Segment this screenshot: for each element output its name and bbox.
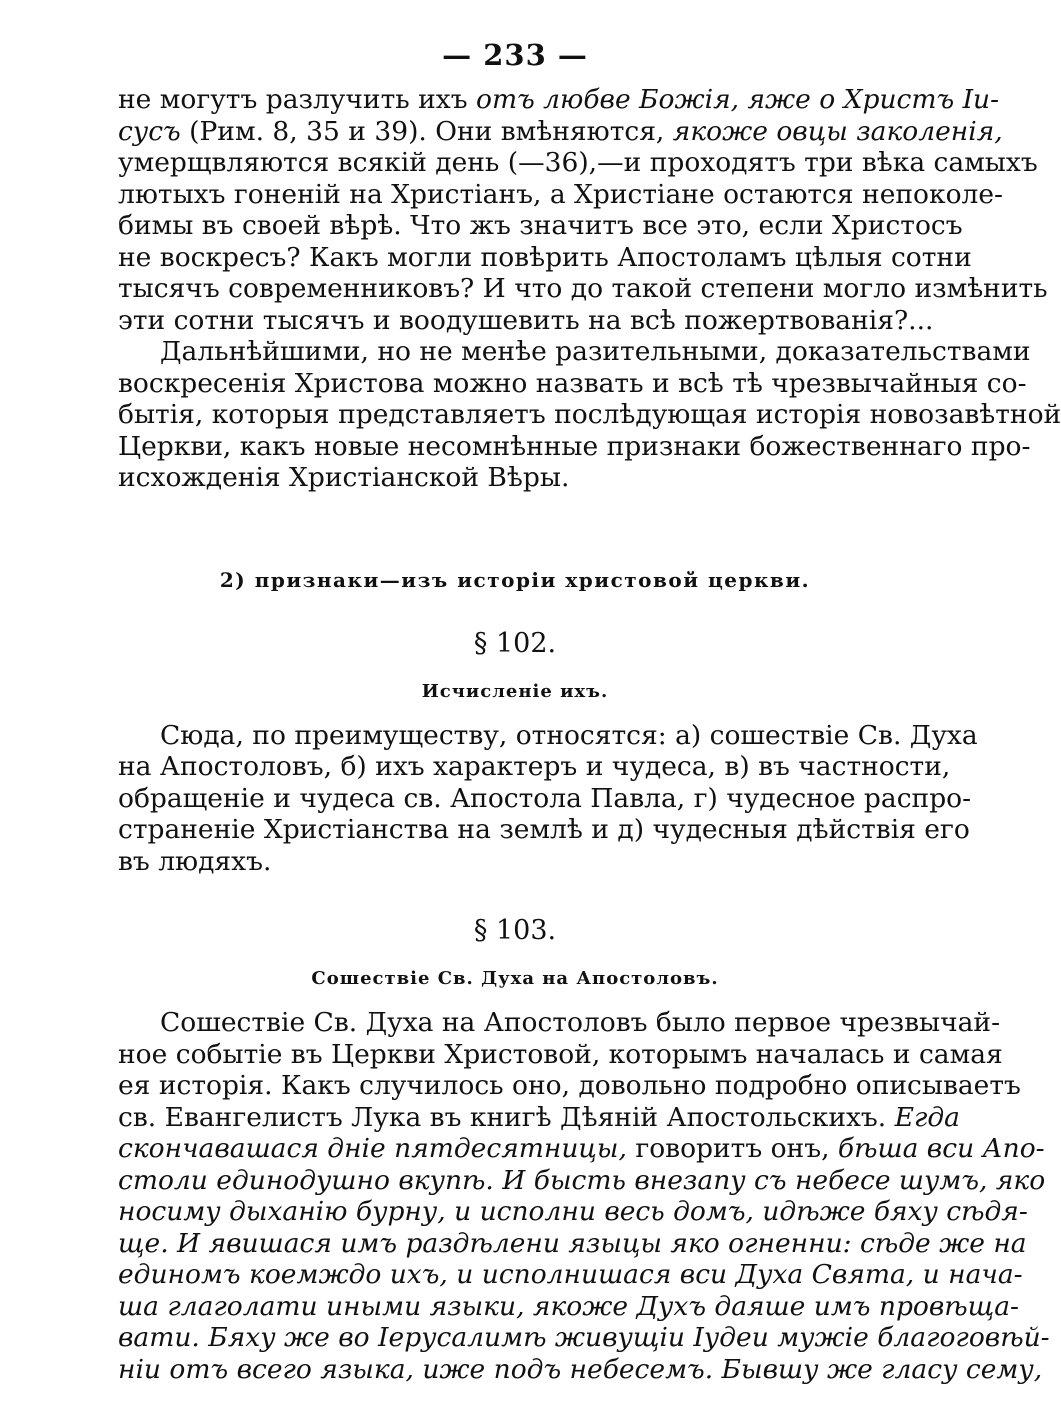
text-run: бытія, которыя представляетъ послѣдующая исторія новозавѣтной <box>118 399 1061 430</box>
text-run: Сюда, по преимуществу, относятся: а) сошествіе Св. Духа <box>160 719 978 751</box>
italic-text: бѣша вси Апо- <box>837 1133 1045 1164</box>
text-run: исхожденія Христіанской Вѣры. <box>118 462 570 493</box>
italic-text: единомъ коемждо ихъ, и исполнишася вси Духа Свята, и нача- <box>118 1259 1023 1290</box>
text-run: ея исторія. Какъ случилось оно, довольно подробно описываетъ <box>118 1070 1021 1101</box>
text-run: тысячъ современниковъ? И что до такой степени могло измѣнить <box>118 273 1048 304</box>
page-number: — 233 — <box>442 38 588 72</box>
text-run: обращеніе и чудеса св. Апостола Павла, г) чудесное распро- <box>118 782 972 814</box>
text-run: въ людяхъ. <box>118 845 272 877</box>
text-line <box>118 399 1061 431</box>
text-line <box>118 782 972 815</box>
text-line <box>118 84 1000 116</box>
text-line <box>118 719 978 752</box>
text-run: Сошествіе Св. Духа на Апостоловъ было первое чрезвычай- <box>160 1007 1001 1038</box>
italic-text: сусъ <box>118 115 181 147</box>
text-run: эти сотни тысячъ и воодушевить на всѣ пожертвованія?... <box>118 304 934 336</box>
text-line <box>118 1322 1050 1354</box>
text-run: не могутъ разлучить ихъ <box>118 84 476 115</box>
italic-text: ніи отъ всего языка, иже подъ небесемъ. Бывшу же гласу сему, <box>118 1353 1043 1385</box>
text-run: лютыхъ гоненій на Христіанъ, а Христіане остаются непоколе- <box>118 178 1003 210</box>
section-103-text <box>118 1007 1050 1385</box>
text-line <box>118 814 970 846</box>
text-line <box>118 1227 1027 1260</box>
text-line <box>118 210 963 242</box>
text-line <box>118 1259 1023 1291</box>
italic-text: Егда <box>894 1101 960 1133</box>
text-run: ное событіе въ Церкви Христовой, которымъ началась и самая <box>118 1038 1003 1070</box>
italic-text: носиму дыханію бурну, и исполни весь домъ, идѣже бяху сѣдя- <box>118 1196 1028 1227</box>
paragraph-1 <box>118 84 1048 336</box>
text-run: Церкви, какъ новые несомнѣнные признаки божественнаго про- <box>118 430 1031 462</box>
text-run: умерщвляются всякій день (—36),—и проходятъ три вѣка самыхъ <box>118 147 1038 178</box>
paragraph-2 <box>118 336 1061 494</box>
italic-text: столи единодушно вкупѣ. И бысть внезапу съ небесе шумъ, яко <box>118 1164 1046 1196</box>
section-102-title: Исчисленіе ихъ. <box>421 680 609 702</box>
text-line <box>118 241 972 274</box>
text-run: воскресенія Христова можно назвать и всѣ тѣ чрезвычайныя со- <box>118 367 1027 399</box>
italic-text: отъ любве Божія, яже о Христъ Іи- <box>475 84 1000 115</box>
text-line <box>118 1070 1021 1102</box>
text-run: страненіе Христіанства на землѣ и д) чудесныя дѣйствія его <box>118 814 970 845</box>
italic-text: вати. Бяху же во Іерусалимѣ живущіи Іудеи мужіе благоговѣй- <box>118 1322 1050 1353</box>
text-run: не воскресъ? Какъ могли повѣрить Апостоламъ цѣлыя сотни <box>118 241 972 273</box>
text-run: Дальнѣйшими, но не менѣе разительными, доказательствами <box>160 336 1031 367</box>
text-line <box>118 304 934 337</box>
text-line <box>118 751 951 783</box>
text-line <box>118 1164 1046 1197</box>
text-run: св. Евангелистъ Лука въ книгѣ Дѣяній Апостольскихъ. <box>118 1101 895 1133</box>
section-102-text <box>118 719 978 878</box>
text-line <box>118 1353 1043 1386</box>
text-line <box>118 147 1038 179</box>
text-line <box>118 367 1027 400</box>
section-102-sign: § 102. <box>473 627 557 659</box>
text-line <box>118 430 1031 463</box>
section-heading: 2) признаки—изъ исторіи христовой церкви. <box>219 567 811 592</box>
text-run: говоритъ онъ, <box>626 1133 838 1164</box>
text-line <box>118 336 1031 368</box>
section-103-title: Сошествіе Св. Духа на Апостоловъ. <box>311 968 719 989</box>
text-line <box>118 1196 1028 1228</box>
text-line <box>118 115 1003 148</box>
text-run: на Апостоловъ, б) ихъ характеръ и чудеса, в) въ частности, <box>118 751 951 782</box>
text-line <box>118 1038 1003 1071</box>
italic-text: скончавашася дніе пятдесятницы, <box>118 1133 627 1164</box>
text-line <box>118 1101 960 1134</box>
italic-text: ша глаголати иными языки, якоже Духъ даяше имъ провѣща- <box>118 1290 1019 1322</box>
italic-text: якоже овцы заколенія, <box>672 115 1003 147</box>
text-line <box>118 1007 1001 1039</box>
text-run: (Рим. 8, 35 и 39). Они вмѣняются, <box>180 115 673 147</box>
text-line <box>118 462 912 494</box>
text-run: бимы въ своей вѣрѣ. Что жъ значитъ все это, если Христосъ <box>118 210 963 241</box>
italic-text: ще. И явишася имъ раздѣлени языцы яко огненни: сѣде же на <box>118 1227 1027 1259</box>
text-line <box>118 273 1048 305</box>
text-line <box>118 846 912 878</box>
section-103-sign: § 103. <box>473 915 557 946</box>
text-line <box>118 178 1003 211</box>
text-line <box>118 1133 1045 1165</box>
text-line <box>118 1290 1019 1323</box>
